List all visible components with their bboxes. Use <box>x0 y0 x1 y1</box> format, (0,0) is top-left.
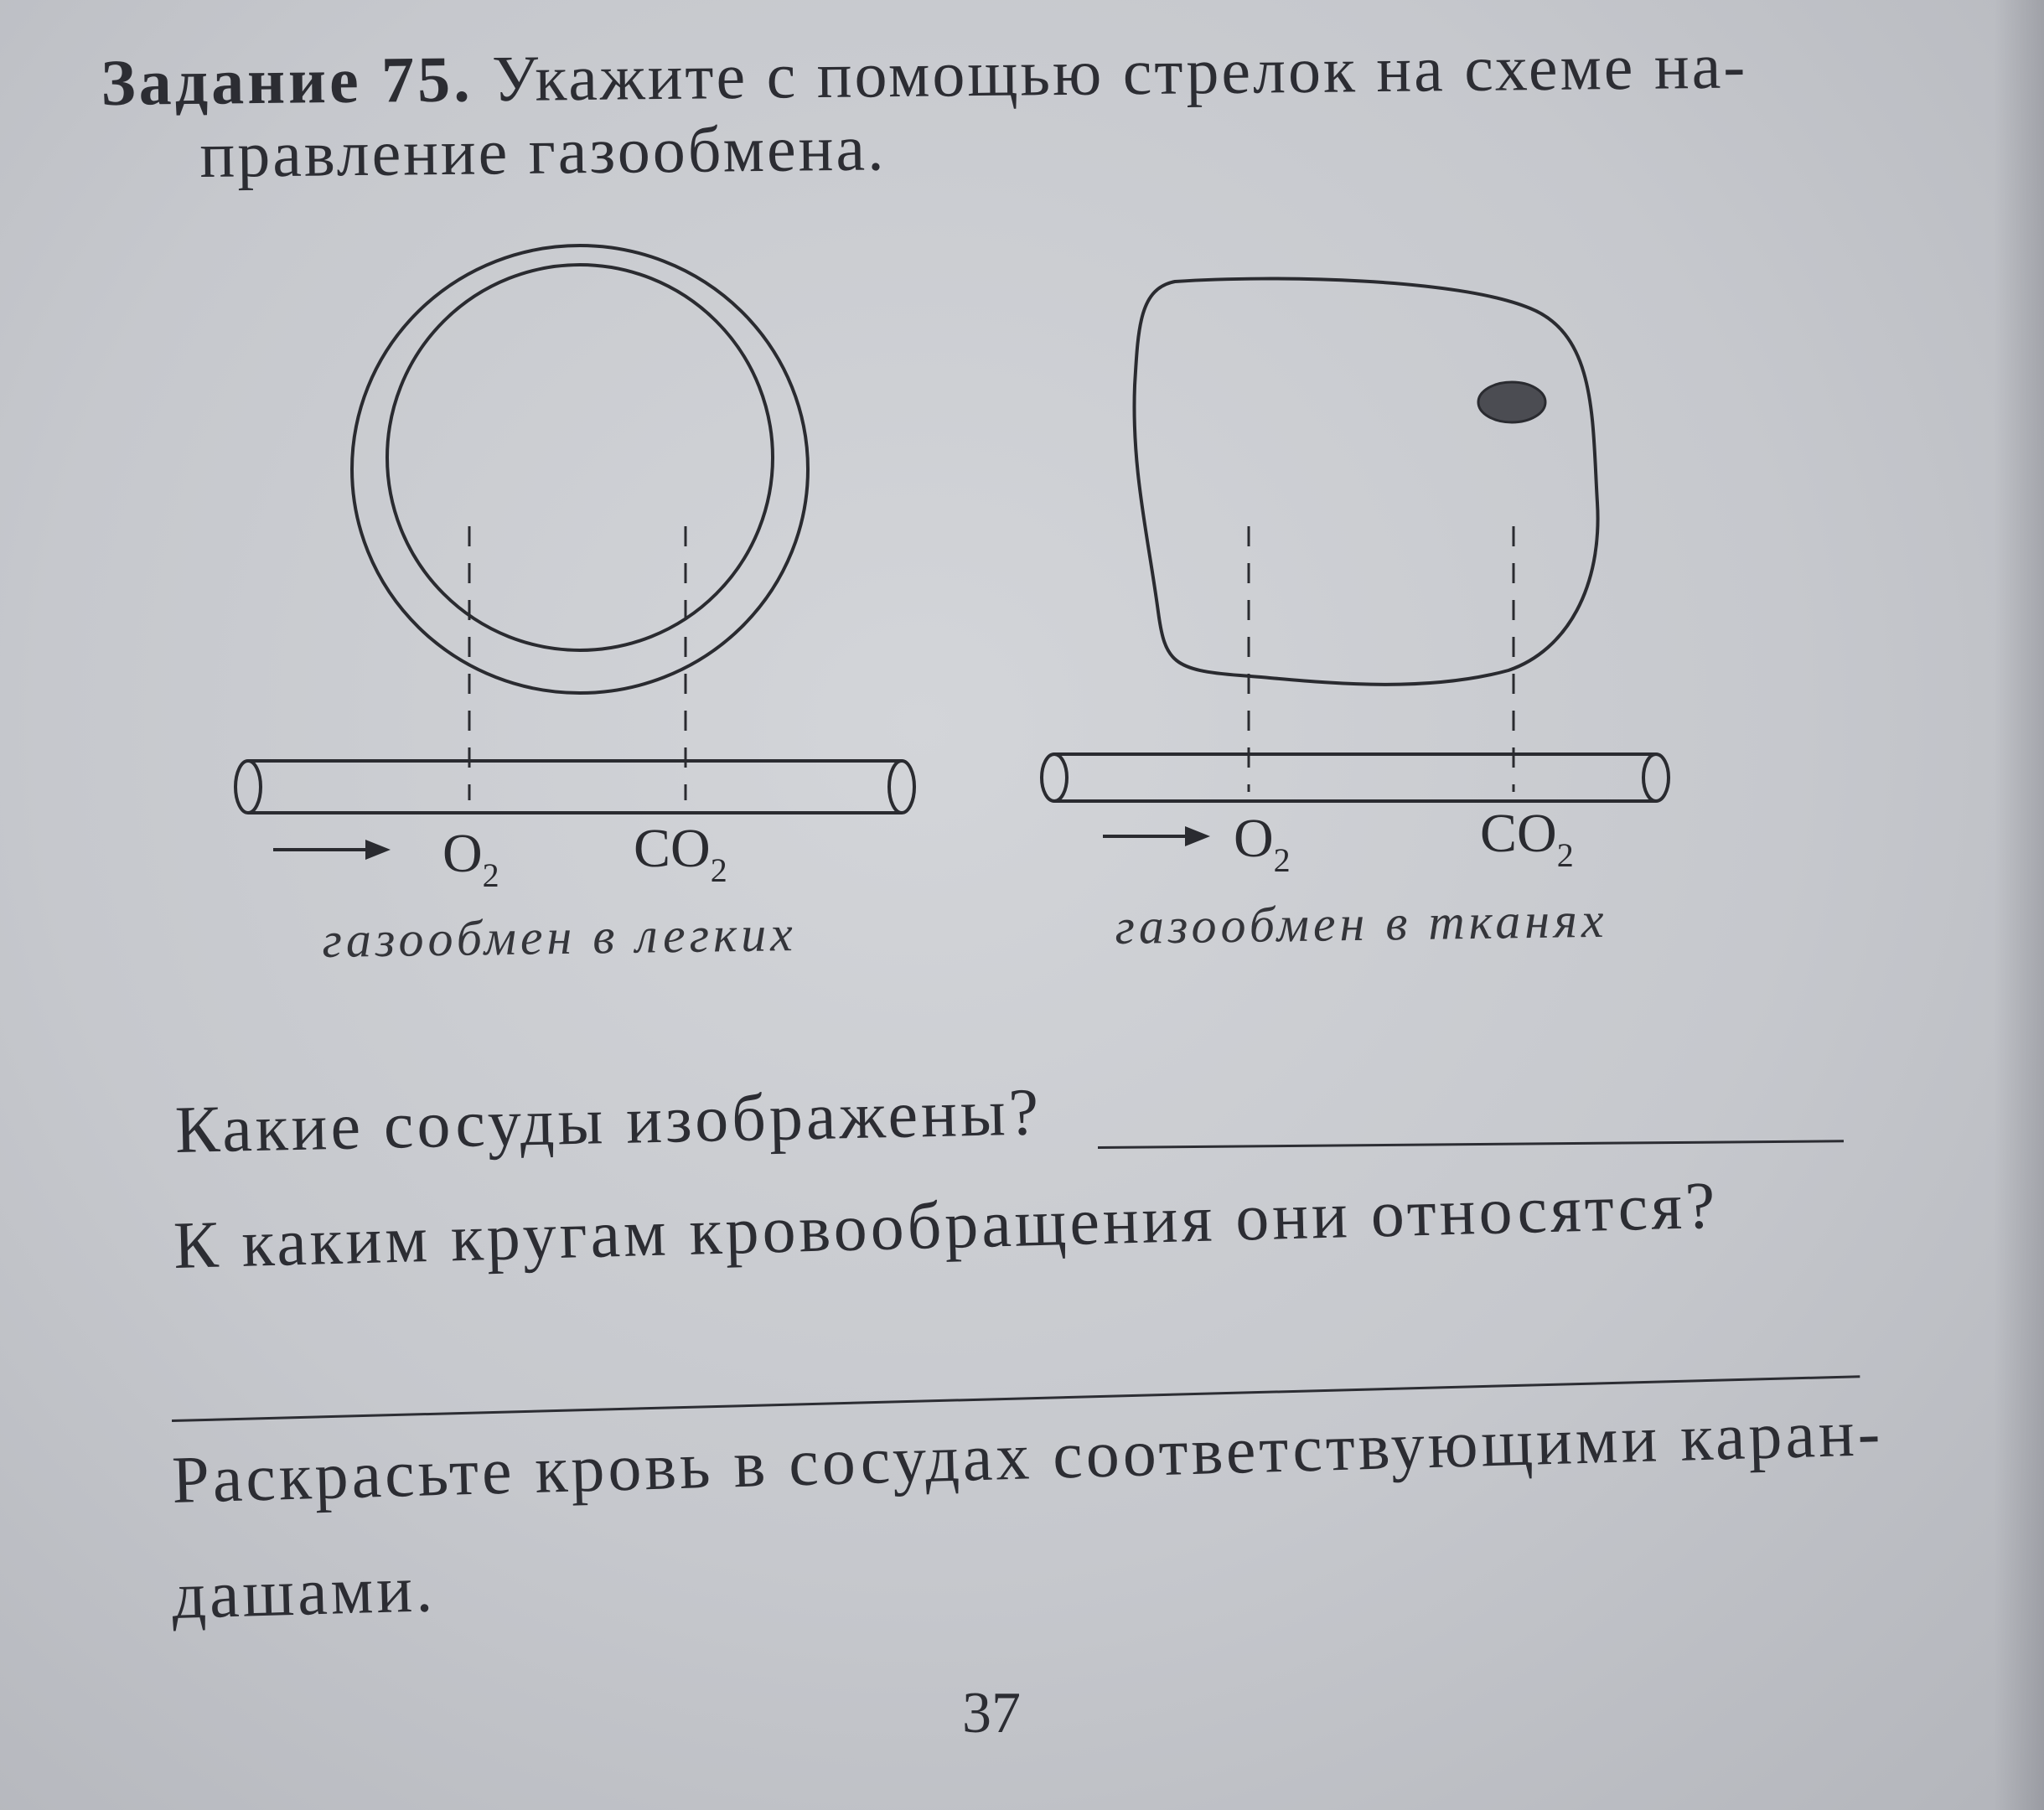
lungs-o2-label: $O_2$ <box>442 823 499 894</box>
question-vessels: Какие сосуды изображены? <box>174 1075 1043 1167</box>
lungs-flow-arrow <box>273 840 391 860</box>
lungs-capillary-left-end <box>235 761 261 813</box>
instruction-color-line1: Раскрасьте кровь в сосудах соответствующими каран- <box>171 1395 1885 1518</box>
task-text-line1: Укажите с помощью стрелок на схеме на- <box>491 28 1748 116</box>
lungs-capillary <box>235 761 914 813</box>
tissues-capillary-right-end <box>1643 754 1669 801</box>
lungs-diagram <box>235 246 914 894</box>
tissues-o2-label: $O_2$ <box>1234 808 1291 879</box>
instruction-color-line2: дашами. <box>171 1552 437 1633</box>
tissues-capillary-left-end <box>1042 754 1067 801</box>
lungs-capillary-right-end <box>889 761 914 813</box>
tissue-cell-outline <box>1134 279 1597 685</box>
lungs-co2-label: $CO_2$ <box>634 818 727 889</box>
task-text-line2: правление газообмена. <box>199 111 887 191</box>
page-number: 37 <box>962 1681 1021 1745</box>
tissues-flow-arrow <box>1103 826 1210 846</box>
tissues-diagram <box>1042 279 1669 879</box>
tissues-capillary <box>1042 754 1669 801</box>
alveolus-outer-wall <box>352 246 808 693</box>
task-label: Задание 75. <box>101 42 474 119</box>
cell-nucleus <box>1478 382 1545 422</box>
tissues-co2-label: $CO_2$ <box>1480 803 1574 874</box>
alveolus-inner-wall <box>387 265 773 650</box>
caption-tissues: газообмен в тканях <box>1115 892 1608 954</box>
caption-lungs: газообмен в легких <box>322 906 798 968</box>
question-circulation: К каким кругам кровообращения они относятся? <box>173 1168 1720 1283</box>
